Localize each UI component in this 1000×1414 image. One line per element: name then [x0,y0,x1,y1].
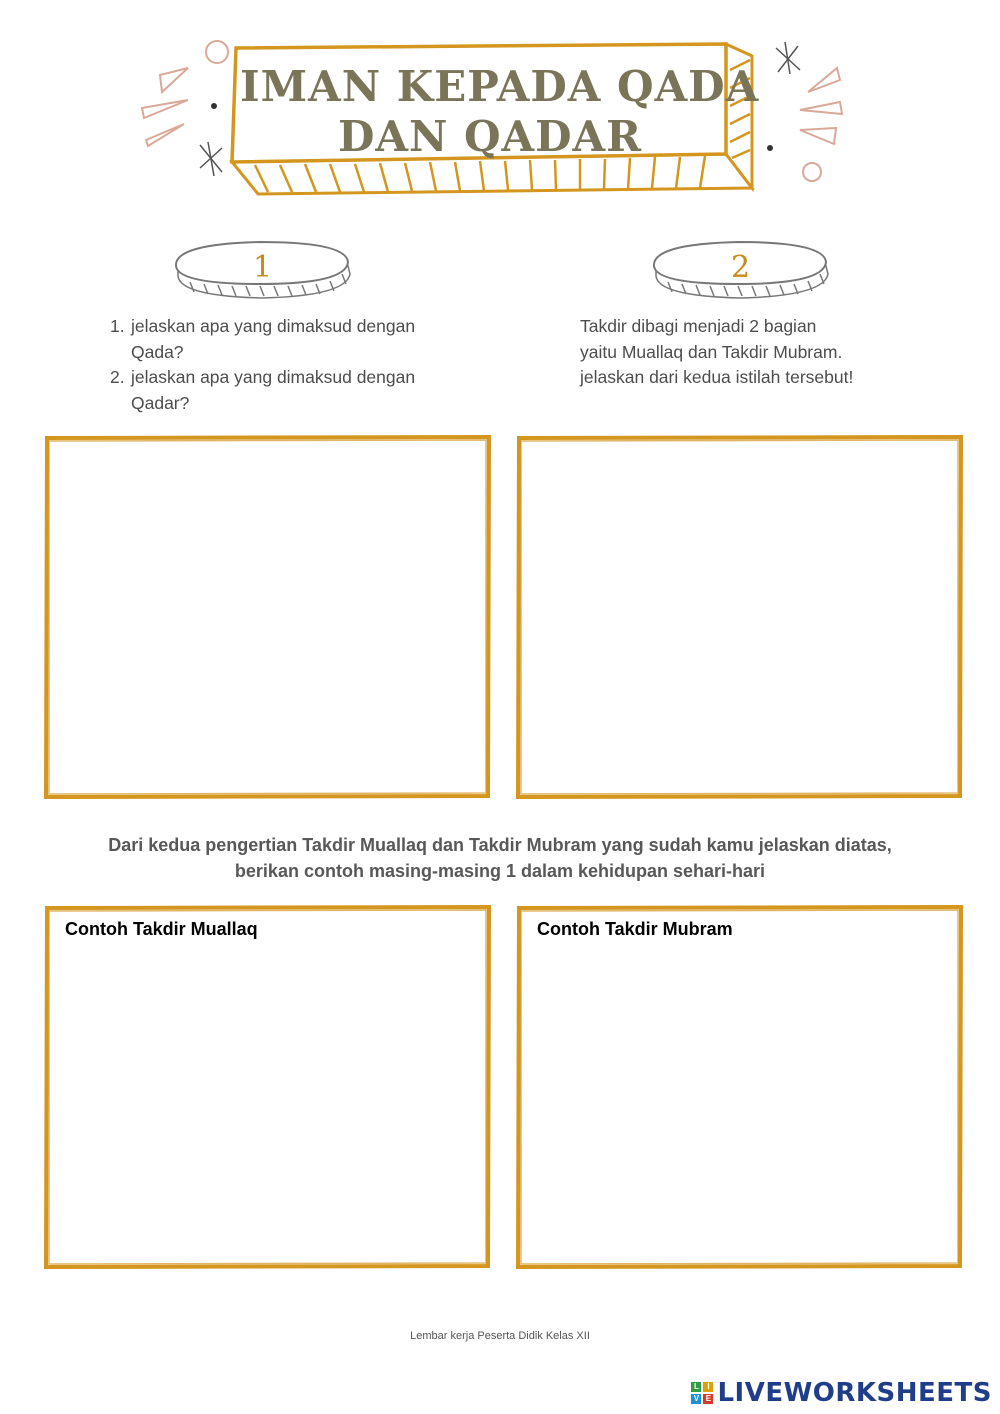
instruction-line1: Dari kedua pengertian Takdir Muallaq dan Takdir Mubram yang sudah kamu jelaskan diatas, [108,835,892,855]
liveworksheets-logo-icon [691,1382,713,1404]
decor-left-rays [142,68,188,146]
question-text: jelaskan apa yang dimaksud dengan Qada? [131,316,416,362]
section-2-number: 2 [730,250,751,285]
section-2-line: yaitu Muallaq dan Takdir Mubram. [580,341,843,362]
question-number: 1. [110,316,125,336]
example-box-muallaq-label: Contoh Takdir Muallaq [65,919,258,939]
logo-letter: I [703,1382,713,1392]
question-item [110,314,430,365]
decor-dot-right [767,145,773,151]
example-box-muallaq[interactable] [44,904,492,1270]
page-title [240,62,760,162]
decor-right-rays [800,68,842,144]
liveworksheets-brand[interactable] [691,1376,992,1410]
section-1-number: 1 [252,250,273,285]
decor-star-left [200,142,222,176]
section-2-line: Takdir dibagi menjadi 2 bagian [580,316,817,336]
logo-letter: V [691,1394,701,1404]
page-title-line2: DAN QADAR [337,112,643,161]
answer-box-2[interactable] [516,434,964,800]
example-box-mubram-label: Contoh Takdir Mubram [537,919,733,939]
page-title-line1: IMAN KEPADA QADA [240,62,760,111]
section-1-questions [110,314,430,416]
question-number: 2. [110,367,125,387]
section-2-question [580,314,940,391]
section-2-line: jelaskan dari kedua istilah tersebut! [580,367,854,387]
decor-circle-right [803,163,821,181]
instruction-line2: berikan contoh masing-masing 1 dalam kehidupan sehari-hari [234,861,766,881]
decor-circle-left [206,41,228,63]
decor-dot-left [211,103,217,109]
liveworksheets-wordmark: LIVEWORKSHEETS [717,1378,992,1408]
answer-box-1[interactable] [44,434,492,800]
question-text: jelaskan apa yang dimaksud dengan Qadar? [131,367,416,413]
example-box-mubram[interactable] [516,904,964,1270]
decor-star-right [776,42,800,74]
instruction-text [40,832,960,884]
logo-letter: E [703,1394,713,1404]
footer-text: Lembar kerja Peserta Didik Kelas XII [410,1330,590,1342]
logo-letter: L [691,1382,701,1392]
question-item [110,365,430,416]
